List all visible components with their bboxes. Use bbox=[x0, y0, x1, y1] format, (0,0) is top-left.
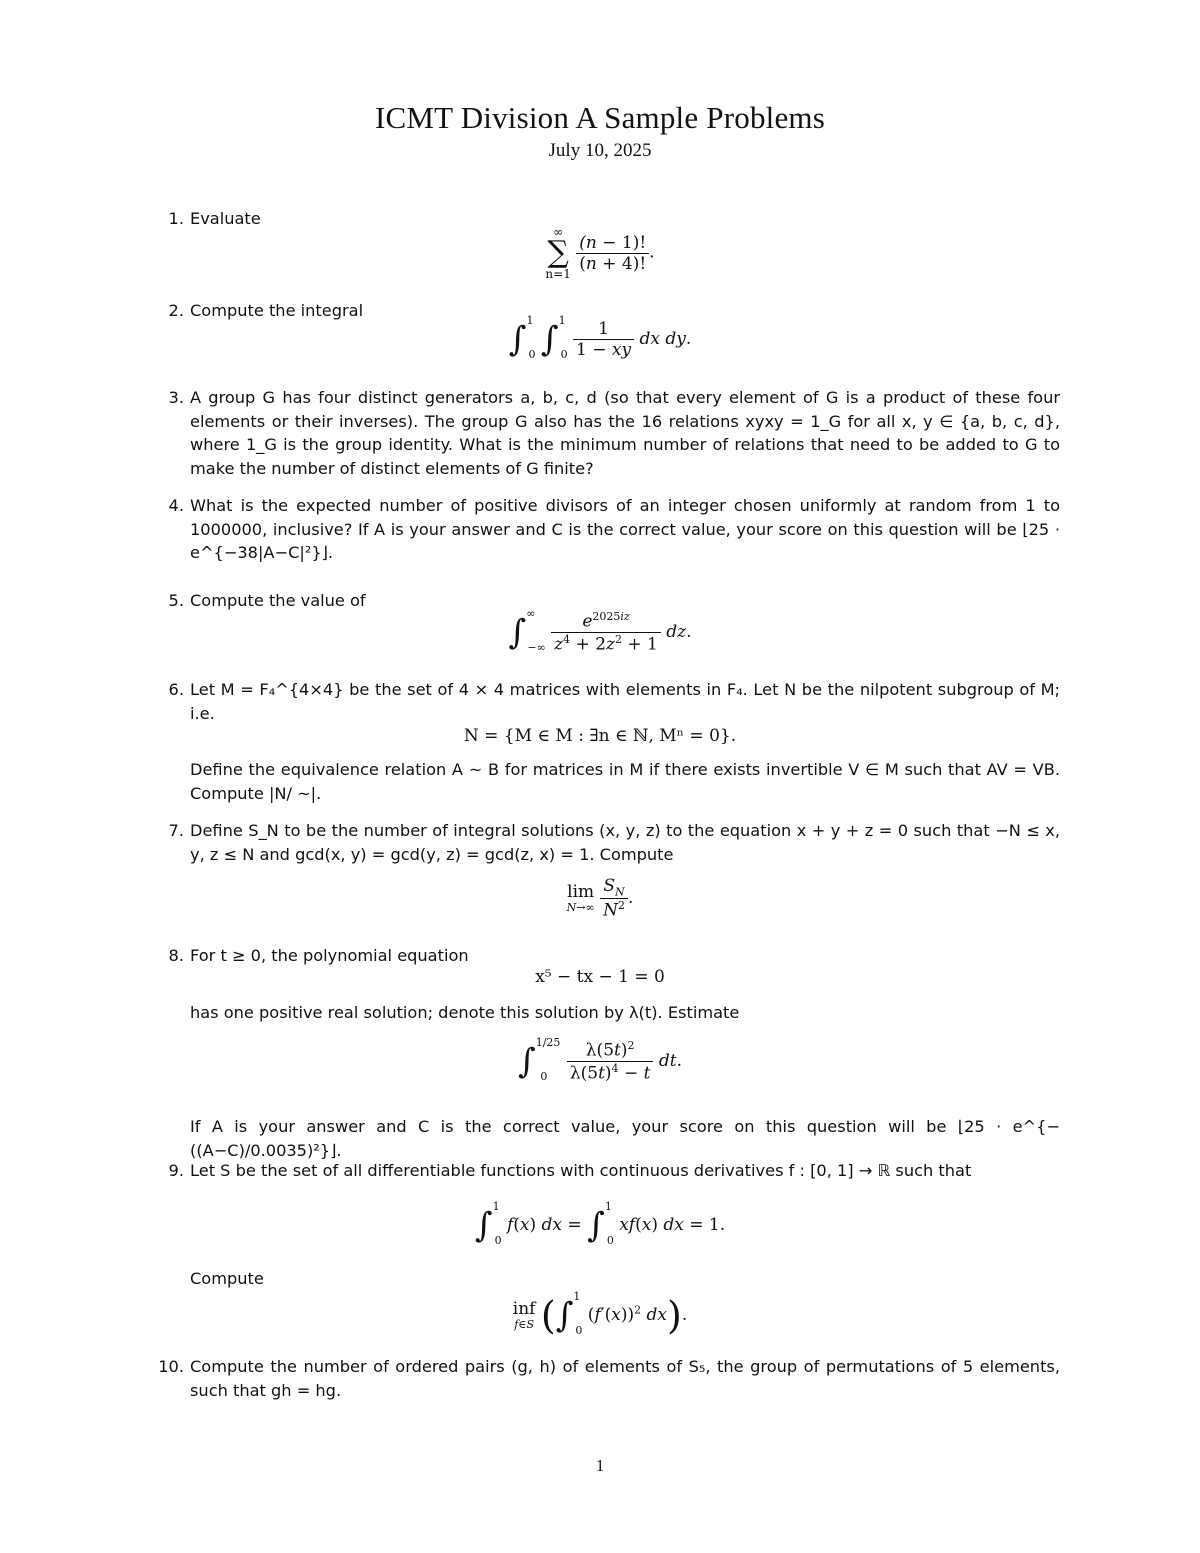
page-date: July 10, 2025 bbox=[548, 140, 652, 161]
problem-8-scoring bbox=[160, 1115, 1060, 1162]
problem-number: 5. bbox=[168, 591, 184, 610]
problem-number: 6. bbox=[168, 680, 184, 699]
problem-7 bbox=[160, 819, 1060, 866]
problem-text: Evaluate bbox=[190, 209, 261, 228]
problem-8-continued bbox=[160, 1001, 1060, 1025]
problem-text: Let M = F₄^{4×4} be the set of 4 × 4 matrices with elements in F₄. Let N be the nilpotent subgroup of M; i.e. bbox=[190, 680, 1060, 723]
problem-number: 1. bbox=[168, 209, 184, 228]
problem-8 bbox=[160, 944, 1060, 968]
page-number: 1 bbox=[595, 1456, 605, 1475]
problem-text: Compute bbox=[190, 1269, 264, 1288]
problem-text: For t ≥ 0, the polynomial equation bbox=[190, 946, 469, 965]
problem-2-display: ∫$^1_0$ ∫$^1_0$ $\frac{1}{1 - xy}$ dx dy. bbox=[508, 314, 692, 361]
problem-text: Compute the number of ordered pairs (g, h) of elements of S₅, the group of permutations of 5 elements, such that gh = hg. bbox=[190, 1357, 1060, 1400]
problem-6 bbox=[160, 678, 1060, 725]
problem-text: A group G has four distinct generators a, b, c, d (so that every element of G is a product of these four elements or their inverses). The group G also has the 16 relations xyxy = 1_G for all x, y ∈ {a, b, c, d}, where 1_G is the group identity. What is the minimum number of relations that need to be added to G to make the number of distinct elements of G finite? bbox=[190, 388, 1060, 478]
problem-8-integral: ∫$^{1/25}_0$ $\frac{\lambda(5t)^2}{\lambda(5t)^4 - t}$ dt. bbox=[518, 1036, 682, 1084]
problem-9-display: ∫$^1_0$ f(x) dx = ∫$^1_0$ xf(x) dx = 1. bbox=[474, 1200, 726, 1247]
score-formula: ⌊25 · e^{−38|A−C|²}⌋. bbox=[190, 519, 1060, 562]
problem-4 bbox=[160, 494, 1060, 565]
problem-9-infimum: inf f∈S (∫$^1_0$ $(f'(x))^2$ dx). bbox=[512, 1290, 688, 1338]
problem-number: 9. bbox=[168, 1161, 184, 1180]
problem-5-display: $\int^\infty_{-\infty}$ $\frac{e^{2025iz}}{z^4 + 2z^2 + 1}$ dz. bbox=[508, 607, 692, 655]
problem-number: 2. bbox=[168, 301, 184, 320]
problem-10 bbox=[160, 1355, 1060, 1402]
problem-number: 4. bbox=[168, 496, 184, 515]
problem-8-display: x⁵ − tx − 1 = 0 bbox=[535, 967, 665, 987]
problem-6-display: N = {M ∈ M : ∃n ∈ ℕ, Mⁿ = 0}. bbox=[463, 726, 737, 746]
problem-text: Define the equivalence relation A ∼ B for matrices in M if there exists invertible V ∈ M such that AV = VB. Compute |N/ ∼|. bbox=[190, 760, 1060, 803]
problem-number: 10. bbox=[158, 1357, 184, 1376]
score-formula: ⌊25 · e^{−((A−C)/0.0035)²}⌋. bbox=[190, 1117, 1060, 1160]
problem-number: 8. bbox=[168, 946, 184, 965]
problem-text: Define S_N to be the number of integral solutions (x, y, z) to the equation x + y + z = 0 such that −N ≤ x, y, z ≤ N and gcd(x, y) = gcd(y, z) = gcd(z, x) = 1. Compute bbox=[190, 821, 1060, 864]
problem-text: Let S be the set of all differentiable functions with continuous derivatives f : [0, 1] → ℝ such that bbox=[190, 1161, 972, 1180]
problem-text: If A is your answer and C is the correct value, your score on this question will be bbox=[190, 1117, 947, 1136]
problem-1-display: ∞ ∑ n=1 $\frac{(n - 1)!}{(n + 4)!}$ . bbox=[545, 225, 655, 281]
problem-9 bbox=[160, 1159, 1060, 1183]
problem-7-display: lim N→∞ $\frac{S_N}{N^2}$ . bbox=[566, 876, 634, 922]
problem-6-continued bbox=[160, 758, 1060, 805]
problem-9-continued bbox=[160, 1267, 1060, 1291]
page-title: ICMT Division A Sample Problems bbox=[375, 100, 825, 135]
problem-text: Compute the value of bbox=[190, 591, 366, 610]
problem-text: has one positive real solution; denote this solution by λ(t). Estimate bbox=[190, 1003, 740, 1022]
problem-text: Compute the integral bbox=[190, 301, 364, 320]
problem-number: 3. bbox=[168, 388, 184, 407]
problem-text: What is the expected number of positive divisors of an integer chosen uniformly at random from 1 to 1000000, inclusive? If A is your answer and C is the correct value, your score on this question will be bbox=[190, 496, 1060, 539]
problem-number: 7. bbox=[168, 821, 184, 840]
problem-3 bbox=[160, 386, 1060, 480]
